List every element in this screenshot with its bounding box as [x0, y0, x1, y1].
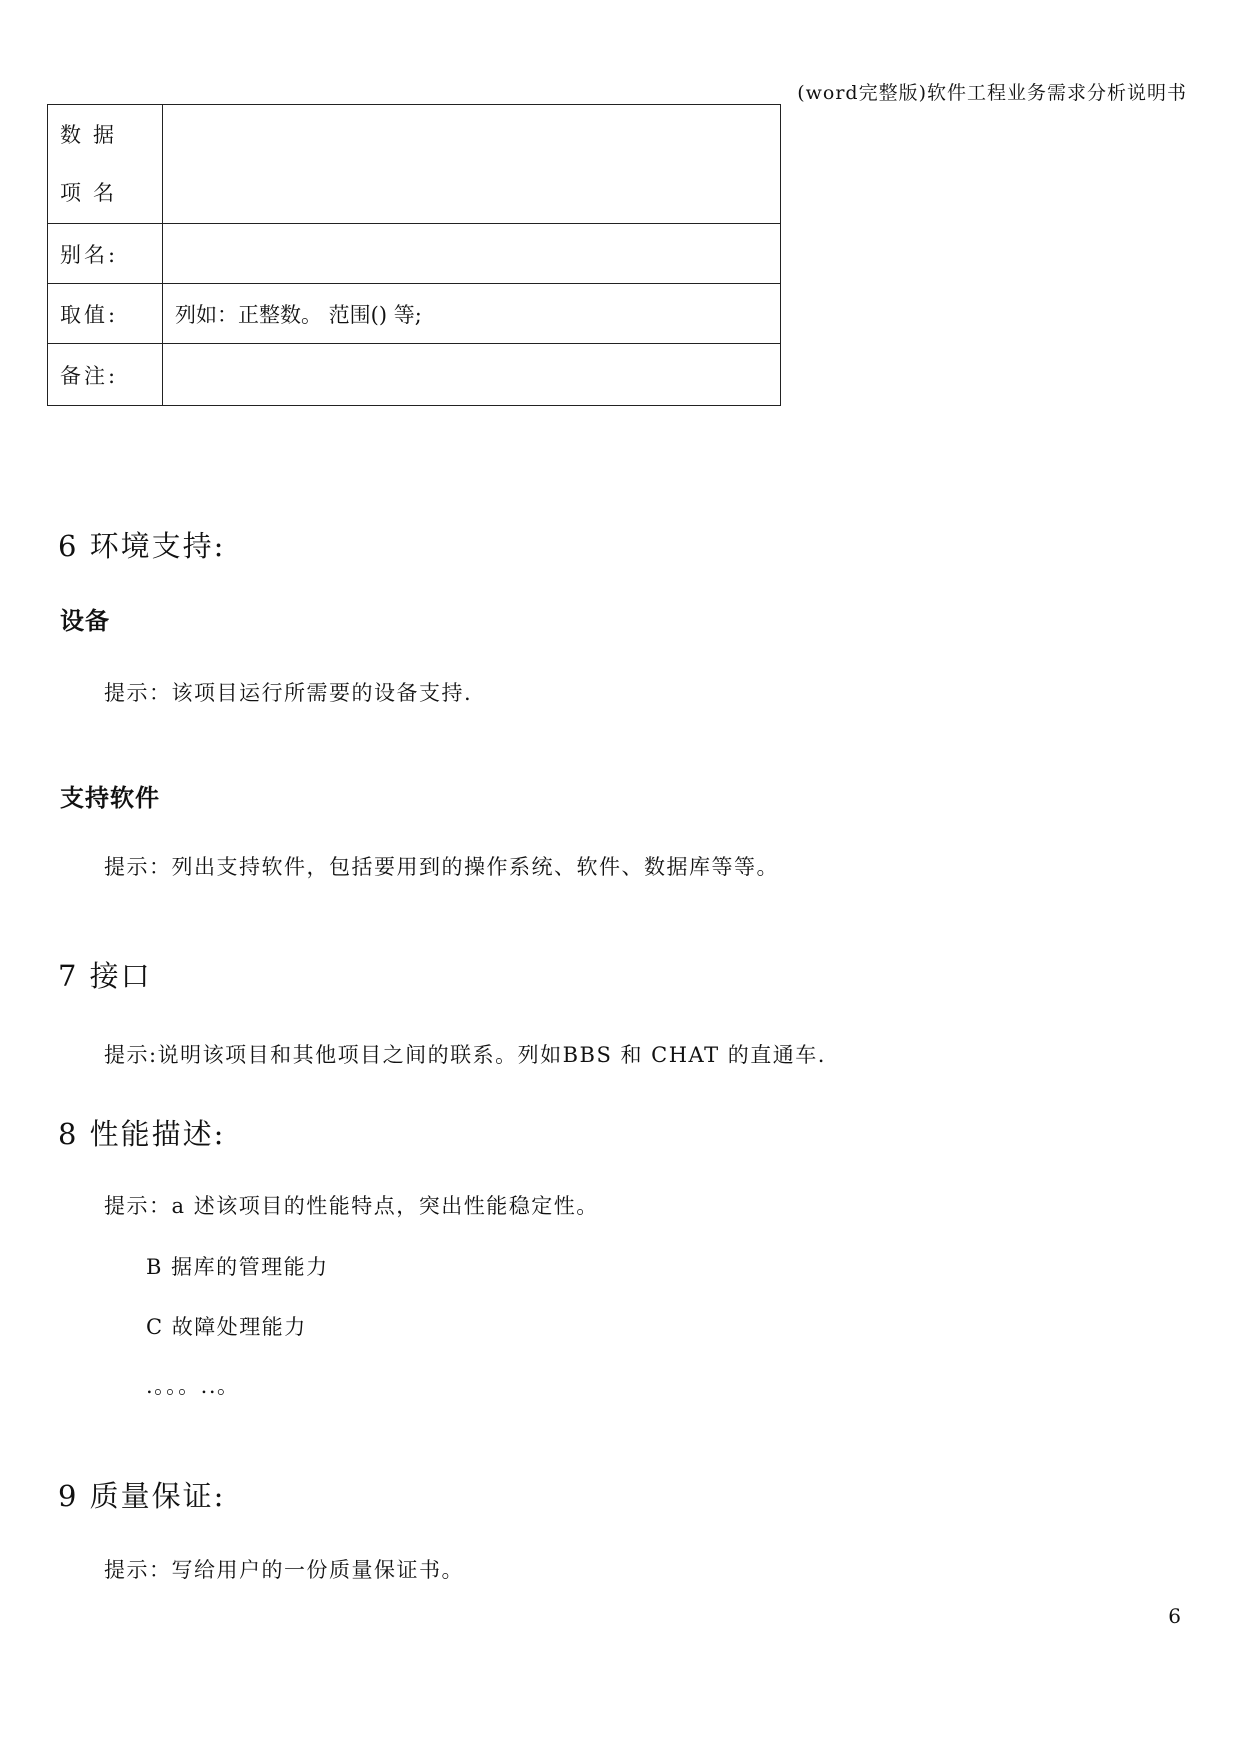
- row-key-value: 取值:: [48, 284, 163, 344]
- section-6-title: 6 环境支持:: [58, 529, 226, 563]
- page-header: (word完整版)软件工程业务需求分析说明书: [797, 82, 1187, 104]
- device-hint: 提示：该项目运行所需要的设备支持.: [104, 681, 473, 705]
- performance-hint: 提示：a 述该项目的性能特点，突出性能稳定性。: [104, 1194, 599, 1218]
- performance-item-c: C 故障处理能力: [146, 1315, 307, 1339]
- row-key-alias: 别名:: [48, 224, 163, 284]
- row-value-remark: [163, 344, 781, 406]
- interface-hint: 提示:说明该项目和其他项目之间的联系。列如BBS 和 CHAT 的直通车.: [104, 1043, 826, 1067]
- section-8-title: 8 性能描述:: [58, 1117, 226, 1151]
- section-7-title: 7 接口: [58, 959, 152, 993]
- software-hint: 提示：列出支持软件，包括要用到的操作系统、软件、数据库等等。: [104, 855, 779, 879]
- row-value-value: 列如：正整数。 范围() 等;: [163, 284, 781, 344]
- row-value-data-item-name: [163, 105, 781, 224]
- row-key-remark: 备注:: [48, 344, 163, 406]
- performance-item-ellipsis: .。。。..。: [146, 1374, 240, 1398]
- device-heading: 设备: [60, 607, 110, 635]
- quality-hint: 提示：写给用户的一份质量保证书。: [104, 1558, 464, 1582]
- table-row: [48, 105, 781, 224]
- section-9-title: 9 质量保证:: [58, 1479, 226, 1513]
- table-row: [48, 344, 781, 406]
- table-row: [48, 284, 781, 344]
- page-number: 6: [1168, 1604, 1181, 1628]
- data-dictionary-table: [47, 104, 781, 406]
- row-value-alias: [163, 224, 781, 284]
- performance-item-b: B 据库的管理能力: [146, 1255, 329, 1279]
- table-row: [48, 224, 781, 284]
- row-key-data-item-name: 数据项名: [48, 105, 163, 224]
- software-heading: 支持软件: [60, 784, 160, 812]
